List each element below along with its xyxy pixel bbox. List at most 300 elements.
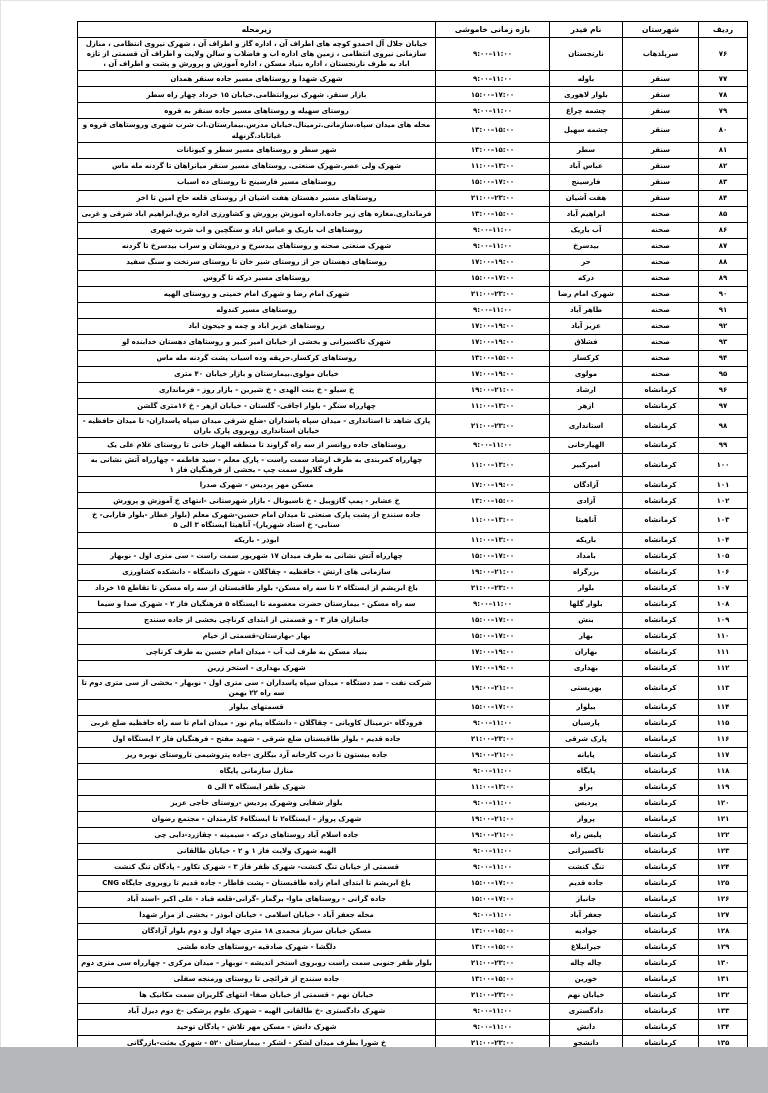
row-number-cell: ۸۱ [699,142,748,158]
row-number-cell: ۱۱۹ [699,779,748,795]
feeder-cell: درکه [550,270,623,286]
subarea-cell: جاده قدیم - بلوار طاقبستان ضلع شرقی - شهید مفتح - فرهنگیان فاز ۲ ایستگاه اول [78,731,436,747]
time-range-cell: ۱۵:۰۰–۱۷:۰۰ [436,612,550,628]
feeder-cell: مولوی [550,366,623,382]
subarea-cell: روستاهای جاده روانسر از سه راه گراوند تا منطقه الهیار خانی تا روستای غلام علی یک [78,437,436,453]
table-row [78,318,748,334]
time-range-cell: ۱۳:۰۰–۱۵:۰۰ [436,350,550,366]
subarea-cell: خ عشایر - پمپ گازوییل - خ ناسیونال - بازار شهرستانی -انتهای خ آموزش و پرورش [78,493,436,509]
time-range-cell: ۱۵:۰۰–۱۷:۰۰ [436,699,550,715]
feeder-cell: آزادگان [550,477,623,493]
table-row [78,875,748,891]
subarea-cell: بهار -بهارستان-قسمتی از خیام [78,628,436,644]
subarea-header: زیرمحله [78,22,436,38]
table-row [78,38,748,71]
county-cell: کرمانشاه [623,1035,699,1051]
row-number-cell: ۱۳۳ [699,1003,748,1019]
table-row [78,350,748,366]
time-range-cell: ۱۳:۰۰–۱۵:۰۰ [436,206,550,222]
feeder-cell: بهار [550,628,623,644]
subarea-cell: شهر سطر و روستاهای مسیر سطر و کیونانات [78,142,436,158]
row-number-cell: ۱۱۶ [699,731,748,747]
county-cell: کرمانشاه [623,453,699,476]
time-range-cell: ۱۹:۰۰–۲۱:۰۰ [436,827,550,843]
table-row [78,548,748,564]
feeder-cell: پارک شرقی [550,731,623,747]
subarea-cell: شهرک بهداری - استخر زرین [78,660,436,676]
time-range-cell: ۹:۰۰–۱۱:۰۰ [436,763,550,779]
table-row [78,142,748,158]
feeder-cell: شهرک امام رضا [550,286,623,302]
table-row [78,564,748,580]
time-range-cell: ۲۱:۰۰–۲۳:۰۰ [436,1035,550,1051]
subarea-cell: بازار سنقر. شهرک نیروانتظامی.خیابان ۱۵ خرداد چهار راه سطر [78,87,436,103]
subarea-cell: روستاهای اب باریک و عباس اباد و سنگچین و اب شرب شهری [78,222,436,238]
county-cell: صحنه [623,366,699,382]
time-range-cell: ۲۱:۰۰–۲۳:۰۰ [436,731,550,747]
time-range-cell: ۱۹:۰۰–۲۱:۰۰ [436,811,550,827]
row-number-cell: ۷۷ [699,71,748,87]
row-number-cell: ۱۰۹ [699,612,748,628]
row-number-cell: ۸۳ [699,174,748,190]
time-range-cell: ۱۷:۰۰–۱۹:۰۰ [436,254,550,270]
subarea-cell: فرمانداری.مغازه های زیر جاده.اداره اموزش پرورش و کشاورزی اداره برق.ابراهیم اباد شرقی و غربی [78,206,436,222]
table-row [78,398,748,414]
feeder-cell: دانشجو [550,1035,623,1051]
county-cell: کرمانشاه [623,532,699,548]
row-number-cell: ۸۰ [699,119,748,142]
feeder-cell: عزیز آباد [550,318,623,334]
feeder-cell: بنش [550,612,623,628]
county-cell: کرمانشاه [623,747,699,763]
table-row [78,158,748,174]
time-range-cell: ۲۱:۰۰–۲۳:۰۰ [436,580,550,596]
table-row [78,222,748,238]
county-cell: کرمانشاه [623,971,699,987]
time-range-cell: ۱۳:۰۰–۱۵:۰۰ [436,142,550,158]
time-range-cell: ۹:۰۰–۱۱:۰۰ [436,222,550,238]
table-row [78,644,748,660]
feeder-cell: ارشاد [550,382,623,398]
feeder-cell: الهیارخانی [550,437,623,453]
county-cell: صحنه [623,206,699,222]
table-row [78,286,748,302]
table-row [78,747,748,763]
subarea-cell: جانبازان فاز ۳ - و قسمتی از ابتدای کرناچی بخشی از جاده سنندج [78,612,436,628]
subarea-cell: الهیه شهرک ولایت فاز ۱ و ۲ - خیابان طالقانی [78,843,436,859]
subarea-cell: شهرک ظفر ایستگاه ۳ الی ۵ [78,779,436,795]
subarea-cell: خ سیلو - خ بنت الهدی - خ شیرین - بازار روز - فرمانداری [78,382,436,398]
subarea-cell: شهرک تاکسیرانی و بخشی از خیابان امیر کبیر و روستاهای دهستان خدابنده لو [78,334,436,350]
time-range-cell: ۹:۰۰–۱۱:۰۰ [436,907,550,923]
county-cell: کرمانشاه [623,923,699,939]
county-cell: صحنه [623,350,699,366]
feeder-cell: کرکسار [550,350,623,366]
feeder-cell: جوادیه [550,923,623,939]
subarea-cell: شهرک شهدا و روستاهای مسیر جاده سنقر همدان [78,71,436,87]
row-number-cell: ۹۱ [699,302,748,318]
table-row [78,907,748,923]
feeder-cell: جاده قدیم [550,875,623,891]
row-number-cell: ۹۵ [699,366,748,382]
table-row [78,174,748,190]
county-cell: کرمانشاه [623,891,699,907]
county-cell: کرمانشاه [623,779,699,795]
county-cell: صحنه [623,318,699,334]
subarea-cell: قسمتی از خیابان تنگ کنشت- شهرک ظفر فاز ۳ - شهرک تکاور - پادگان تنگ کنشت [78,859,436,875]
table-row [78,971,748,987]
time-range-cell: ۹:۰۰–۱۱:۰۰ [436,795,550,811]
row-number-cell: ۷۶ [699,38,748,71]
county-cell: کرمانشاه [623,596,699,612]
time-range-cell: ۲۱:۰۰–۲۳:۰۰ [436,955,550,971]
table-row [78,580,748,596]
table-row [78,779,748,795]
row-number-cell: ۱۲۰ [699,795,748,811]
row-number-cell: ۹۹ [699,437,748,453]
county-cell: کرمانشاه [623,987,699,1003]
feeder-cell: پایگاه [550,763,623,779]
time-range-cell: ۹:۰۰–۱۱:۰۰ [436,1019,550,1035]
county-cell: کرمانشاه [623,509,699,532]
feeder-cell: بلوار گلها [550,596,623,612]
row-number-header: ردیف [699,22,748,38]
time-range-cell: ۹:۰۰–۱۱:۰۰ [436,71,550,87]
subarea-cell: خ شورا بطرف میدان لشکر - لشکر - بیمارستان ۵۲۰ - شهرک بعثت-بازرگانی [78,1035,436,1051]
feeder-cell: بیلوار [550,699,623,715]
table-row [78,103,748,119]
table-row [78,509,748,532]
county-cell: کرمانشاه [623,612,699,628]
table-row [78,699,748,715]
county-cell: کرمانشاه [623,827,699,843]
time-range-cell: ۱۵:۰۰–۱۷:۰۰ [436,875,550,891]
county-cell: کرمانشاه [623,907,699,923]
row-number-cell: ۱۳۱ [699,971,748,987]
county-cell: صحنه [623,238,699,254]
county-cell: کرمانشاه [623,398,699,414]
table-row [78,891,748,907]
table-row [78,190,748,206]
feeder-cell: چشمه چراغ [550,103,623,119]
table-row [78,827,748,843]
subarea-cell: روستای سهیله و روستاهای مسیر جاده سنقر به قروه [78,103,436,119]
time-range-cell: ۹:۰۰–۱۱:۰۰ [436,715,550,731]
subarea-cell: شهرک امام رضا و شهرک امام خمینی و روستای الهیه [78,286,436,302]
table-row [78,119,748,142]
time-range-cell: ۱۵:۰۰–۱۷:۰۰ [436,270,550,286]
time-range-cell: ۱۵:۰۰–۱۷:۰۰ [436,87,550,103]
time-range-cell: ۱۷:۰۰–۱۹:۰۰ [436,334,550,350]
table-row [78,923,748,939]
row-number-cell: ۱۰۶ [699,564,748,580]
time-range-cell: ۱۱:۰۰–۱۳:۰۰ [436,779,550,795]
time-range-cell: ۲۱:۰۰–۲۳:۰۰ [436,414,550,437]
time-range-cell: ۱۳:۰۰–۱۵:۰۰ [436,119,550,142]
feeder-cell: جعفر آباد [550,907,623,923]
table-row [78,532,748,548]
county-cell: سنقر [623,87,699,103]
table-row [78,628,748,644]
county-cell: سنقر [623,119,699,142]
county-cell: صحنه [623,302,699,318]
table-row [78,382,748,398]
row-number-cell: ۸۲ [699,158,748,174]
county-cell: کرمانشاه [623,660,699,676]
row-number-cell: ۱۰۰ [699,453,748,476]
county-cell: کرمانشاه [623,414,699,437]
county-cell: کرمانشاه [623,955,699,971]
table-row [78,414,748,437]
feeder-cell: ابراهیم آباد [550,206,623,222]
county-cell: صحنه [623,334,699,350]
county-cell: کرمانشاه [623,437,699,453]
subarea-cell: شهرک پرواز - ایستگاه۲ تا ایستگاه۶ کارمندان - مجتمع رضوان [78,811,436,827]
row-number-cell: ۹۲ [699,318,748,334]
row-number-cell: ۱۱۴ [699,699,748,715]
time-range-cell: ۱۷:۰۰–۱۹:۰۰ [436,477,550,493]
feeder-cell: دانش [550,1019,623,1035]
feeder-cell: نارنجستان [550,38,623,71]
time-range-cell: ۲۱:۰۰–۲۳:۰۰ [436,286,550,302]
time-range-cell: ۱۷:۰۰–۱۹:۰۰ [436,644,550,660]
row-number-cell: ۱۳۴ [699,1019,748,1035]
county-cell: صحنه [623,270,699,286]
time-range-cell: ۱۹:۰۰–۲۱:۰۰ [436,747,550,763]
feeder-cell: خورین [550,971,623,987]
table-body [78,38,748,1052]
county-cell: صحنه [623,286,699,302]
county-cell: سرپلذهاب [623,38,699,71]
table-row [78,987,748,1003]
feeder-cell: عباس آباد [550,158,623,174]
county-cell: سنقر [623,71,699,87]
row-number-cell: ۹۳ [699,334,748,350]
feeder-cell: ازهر [550,398,623,414]
subarea-cell: فرودگاه -ترمینال کاویانی - چقاگلان - دانشگاه پیام نور - میدان امام تا سه راه حافظیه ضلع غربی [78,715,436,731]
subarea-cell: مسکن خیابان سرباز محمدی ۱۸ متری جهاد اول و دوم بلوار آزادگان [78,923,436,939]
time-range-cell: ۱۷:۰۰–۱۹:۰۰ [436,660,550,676]
feeder-cell: بلوار [550,580,623,596]
county-cell: صحنه [623,254,699,270]
subarea-cell: شهرک دادگستری -خ طالقانی الهیه - شهرک علوم پزشکی -خ دوم دیزل آباد [78,1003,436,1019]
time-range-cell: ۱۹:۰۰–۲۱:۰۰ [436,676,550,699]
feeder-name-header: نام فیدر [550,22,623,38]
time-range-cell: ۹:۰۰–۱۱:۰۰ [436,38,550,71]
feeder-cell: استانداری [550,414,623,437]
time-range-cell: ۱۱:۰۰–۱۳:۰۰ [436,158,550,174]
table-row [78,660,748,676]
feeder-cell: پردیس [550,795,623,811]
feeder-cell: دادگستری [550,1003,623,1019]
feeder-cell: آناهیتا [550,509,623,532]
county-cell: کرمانشاه [623,731,699,747]
row-number-cell: ۸۶ [699,222,748,238]
row-number-cell: ۱۲۲ [699,827,748,843]
subarea-cell: خیابان جلال آل احمدو کوچه های اطراف آن ، اداره گاز و اطراف آن ، شهرک نیروی انتظامی ، منازل سازمانی نیروی انتظامی ، زمین های اداره اب و فاضلاب و سالن ولایت و اطراف آن قسمتی از تازه اباد به طرف نارنجستان ، اداره بنیاد مسکن ، اداره آموزش و پرورش و پشت و اطراف آن ، [78,38,436,71]
table-row [78,206,748,222]
county-cell: سنقر [623,190,699,206]
feeder-cell: فشلاق [550,334,623,350]
row-number-cell: ۷۸ [699,87,748,103]
time-range-cell: ۱۹:۰۰–۲۱:۰۰ [436,382,550,398]
subarea-cell: بلوار شفایی وشهرک پردیس -روستای حاجی عزیز [78,795,436,811]
row-number-cell: ۱۰۱ [699,477,748,493]
feeder-cell: فارسینج [550,174,623,190]
time-range-header: بازه زمانی خاموشی [436,22,550,38]
row-number-cell: ۱۰۸ [699,596,748,612]
time-range-cell: ۱۳:۰۰–۱۵:۰۰ [436,923,550,939]
row-number-cell: ۸۸ [699,254,748,270]
county-cell: کرمانشاه [623,1019,699,1035]
table-row [78,795,748,811]
table-row [78,254,748,270]
time-range-cell: ۹:۰۰–۱۱:۰۰ [436,596,550,612]
subarea-cell: منازل سازمانی پایگاه [78,763,436,779]
time-range-cell: ۹:۰۰–۱۱:۰۰ [436,843,550,859]
subarea-cell: خیابان نهم - قسمتی از خیابان صفا- انتهای گلریزان سمت مکانیک ها [78,987,436,1003]
county-cell: کرمانشاه [623,382,699,398]
subarea-cell: شهرک ولی عصر.شهرک صنعتی. روستاهای مسیر سنقر میانراهان تا گردنه مله ماس [78,158,436,174]
county-cell: کرمانشاه [623,493,699,509]
time-range-cell: ۹:۰۰–۱۱:۰۰ [436,1003,550,1019]
feeder-cell: آب باریک [550,222,623,238]
table-row [78,859,748,875]
viewer-bottom-band [0,1047,768,1093]
time-range-cell: ۹:۰۰–۱۱:۰۰ [436,103,550,119]
table-header [78,22,748,38]
table-row [78,437,748,453]
row-number-cell: ۸۷ [699,238,748,254]
feeder-cell: تاکسیرانی [550,843,623,859]
feeder-cell: جیرانبلاغ [550,939,623,955]
county-header: شهرستان [623,22,699,38]
table-row [78,955,748,971]
row-number-cell: ۱۰۲ [699,493,748,509]
subarea-cell: جاده سنندج از پشت پارک صنعتی تا میدان امام حسین-شهرک معلم (بلوار عطار -بلوار فارابی- خ سنابی- خ استاد شهریار)- آناهیتا ایستگاه ۳ الی ۵ [78,509,436,532]
feeder-cell: بزرگراه [550,564,623,580]
row-number-cell: ۱۰۵ [699,548,748,564]
time-range-cell: ۲۱:۰۰–۲۳:۰۰ [436,190,550,206]
county-cell: سنقر [623,158,699,174]
county-cell: کرمانشاه [623,859,699,875]
county-cell: کرمانشاه [623,477,699,493]
feeder-cell: بهزیستی [550,676,623,699]
county-cell: کرمانشاه [623,715,699,731]
time-range-cell: ۹:۰۰–۱۱:۰۰ [436,859,550,875]
subarea-cell: روستاهای مسیر دهستان هفت اشیان از روستای قلعه حاج امین تا اخر [78,190,436,206]
time-range-cell: ۱۱:۰۰–۱۳:۰۰ [436,398,550,414]
subarea-cell: دلگشا - شهرک صادقیه -روستاهای جاده طشی [78,939,436,955]
subarea-cell: پارک شاهد تا استانداری - میدان سپاه پاسداران -ضلع شرقی میدان سپاه پاسداران- تا میدان حافظیه - خیابان استانداری روبروی پارک باران [78,414,436,437]
subarea-cell: چهارراه سنگر - بلوار اجاقی- گلستان - خیابان ازهر - خ ۱۶متری گلشن [78,398,436,414]
county-cell: کرمانشاه [623,699,699,715]
county-cell: سنقر [623,174,699,190]
row-number-cell: ۱۳۲ [699,987,748,1003]
subarea-cell: جاده گرانی - روستاهای ماوا- برگمار -گرانی-قلعه قباد - علی اکبر -اسند آباد [78,891,436,907]
feeder-cell: خیابان نهم [550,987,623,1003]
subarea-cell: باغ ابریشم از ایستگاه ۲ تا سه راه مسکن- بلوار طاقبستان از سه راه مسکن تا تقاطع ۱۵ خرداد [78,580,436,596]
time-range-cell: ۱۵:۰۰–۱۷:۰۰ [436,891,550,907]
time-range-cell: ۱۳:۰۰–۱۵:۰۰ [436,493,550,509]
subarea-cell: بلوار ظفر جنوبی سمت راست روبروی استخر اندیشه - نوبهار - میدان مرکزی - چهارراه سی متری دوم [78,955,436,971]
row-number-cell: ۱۲۱ [699,811,748,827]
table-row [78,1019,748,1035]
feeder-cell: پراو [550,779,623,795]
row-number-cell: ۹۰ [699,286,748,302]
subarea-cell: بنیاد مسکن به طرف لب آب - میدان امام حسین به طرف کرناچی [78,644,436,660]
row-number-cell: ۱۲۳ [699,843,748,859]
county-cell: کرمانشاه [623,676,699,699]
subarea-cell: مسکن مهر پردیس - شهرک صدرا [78,477,436,493]
subarea-cell: روستاهای مسیر درکه تا گروس [78,270,436,286]
subarea-cell: ابوذر - باریکه [78,532,436,548]
row-number-cell: ۹۸ [699,414,748,437]
county-cell: کرمانشاه [623,795,699,811]
time-range-cell: ۱۱:۰۰–۱۳:۰۰ [436,509,550,532]
subarea-cell: جاده سنندج از قرائچی تا روستای ورمنجه سفلی [78,971,436,987]
county-cell: کرمانشاه [623,843,699,859]
county-cell: کرمانشاه [623,939,699,955]
table-row [78,612,748,628]
feeder-cell: حر [550,254,623,270]
feeder-cell: باوله [550,71,623,87]
table-row [78,71,748,87]
time-range-cell: ۱۳:۰۰–۱۵:۰۰ [436,939,550,955]
feeder-cell: سطر [550,142,623,158]
subarea-cell: سه راه مسکن - بیمارستان حضرت معصومه تا ایستگاه ۵ فرهنگیان فاز ۲ - شهرک صدا و سیما [78,596,436,612]
county-cell: صحنه [623,222,699,238]
county-cell: کرمانشاه [623,548,699,564]
subarea-cell: جاده اسلام آباد روستاهای درکه - سیمینه - چقازرد-دایی چی [78,827,436,843]
subarea-cell: جاده بیستون تا درب کارخانه آرد بیگلری -جاده پتروشیمی تاروستای نوبره ریز [78,747,436,763]
time-range-cell: ۱۷:۰۰–۱۹:۰۰ [436,318,550,334]
table-header-row [78,22,748,38]
outage-schedule-table [77,21,748,1052]
time-range-cell: ۱۵:۰۰–۱۷:۰۰ [436,548,550,564]
feeder-cell: بهاران [550,644,623,660]
feeder-cell: بیدسرخ [550,238,623,254]
subarea-cell: روستاهای مسیر فارسینج تا روستای ده اسباب [78,174,436,190]
feeder-cell: باریکه [550,532,623,548]
table-row [78,302,748,318]
row-number-cell: ۹۶ [699,382,748,398]
row-number-cell: ۱۰۷ [699,580,748,596]
county-cell: کرمانشاه [623,580,699,596]
subarea-cell: محله های میدان سپاه.سازمانی.ترمینال.خیابان مدرس.بیمارستان.اب شرب شهری وروستاهای قروه و غیاثاباد.گزنهله [78,119,436,142]
table-row [78,715,748,731]
table-row [78,477,748,493]
feeder-cell: طاهر آباد [550,302,623,318]
feeder-cell: بامداد [550,548,623,564]
feeder-cell: هفت آشیان [550,190,623,206]
time-range-cell: ۹:۰۰–۱۱:۰۰ [436,302,550,318]
feeder-cell: پارسیان [550,715,623,731]
table-row [78,939,748,955]
feeder-cell: پرواز [550,811,623,827]
time-range-cell: ۱۵:۰۰–۱۷:۰۰ [436,628,550,644]
table-row [78,493,748,509]
subarea-cell: خیابان مولوی.بیمارستان و بازار خیابان ۴۰ متری [78,366,436,382]
row-number-cell: ۱۲۹ [699,939,748,955]
time-range-cell: ۲۱:۰۰–۲۳:۰۰ [436,987,550,1003]
feeder-cell: بلوار لاهوری [550,87,623,103]
subarea-cell: چهارراه آتش نشانی به طرف میدان ۱۷ شهریور سمت راست - سی متری اول - نوبهار [78,548,436,564]
row-number-cell: ۱۲۵ [699,875,748,891]
time-range-cell: ۱۹:۰۰–۲۱:۰۰ [436,564,550,580]
time-range-cell: ۱۱:۰۰–۱۳:۰۰ [436,532,550,548]
table-row [78,1003,748,1019]
